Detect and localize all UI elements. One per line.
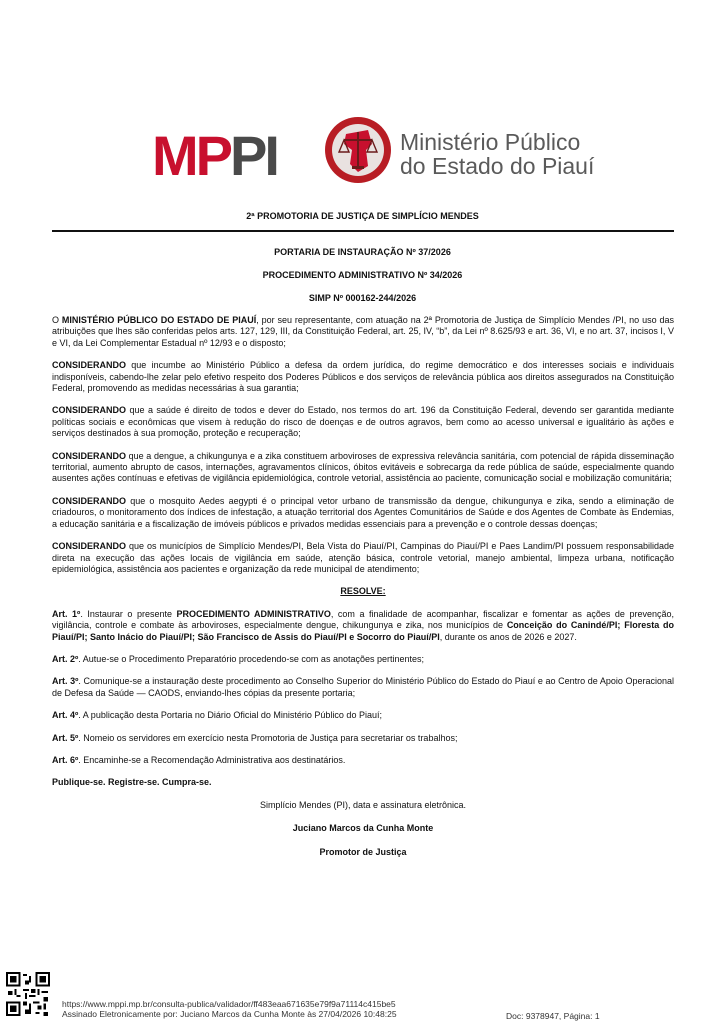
scales-of-justice-icon (322, 110, 394, 190)
logo-wordmark: MPPI (152, 124, 277, 187)
publique-line: Publique-se. Registre-se. Cumpra-se. (52, 777, 212, 788)
article-5: Art. 5º. Nomeio os servidores em exercício nesta Promotoria de Justiça para secretariar os trabalhos; (52, 732, 458, 743)
considerando-2: CONSIDERANDO que a saúde é direito de todos e dever do Estado, nos termos do art. 196 da Constituição Federal, devendo ser garantida mediante políticas sociais e econômicas que visem à redução do risco de doenças e de outros agravos, bem como ao acesso universal e igualitário às ações e serviços destinados à sua promoção, proteção e recuperação; (52, 405, 674, 439)
signer-role: Promotor de Justiça (319, 846, 407, 857)
procedimento-title: PROCEDIMENTO ADMINISTRATIVO Nº 34/2026 (262, 270, 463, 280)
header-divider (52, 230, 674, 232)
simp-number: SIMP Nº 000162-244/2026 (308, 293, 417, 303)
considerando-3: CONSIDERANDO que a dengue, a chikungunya e a zika constituem arboviroses de expressiva relevância sanitária, com potencial de rápida disseminação territorial, aumento abrupto de casos, internações, agravamentos clínicos, óbitos evitáveis e sobrecarga da rede pública de saúde, especialmente quando ausentes ações contínuas e efetivas de vigilância epidemiológica, controle vetorial, assistência ao paciente, comunicação social e mobilização comunitária; (52, 450, 674, 484)
signature-note: Assinado Eletronicamente por: Juciano Marcos da Cunha Monte às 27/04/2026 10:48:25 (62, 1009, 397, 1019)
considerando-4: CONSIDERANDO que o mosquito Aedes aegypti é o principal vetor urbano de transmissão da dengue, chikungunya e zika, sendo a eliminação de criadouros, o monitoramento dos índices de infestação, a atuação territorial dos Agentes Comunitários de Saúde e dos Agentes de Combate às Endemias, a educação sanitária e a fiscalização de imóveis públicos e privados medidas essenciais para a prevenção e o controle dessas doenças; (52, 495, 674, 529)
mppi-logo (152, 110, 595, 200)
article-2: Art. 2º. Autue-se o Procedimento Preparatório procedendo-se com as anotações pertinentes; (52, 653, 425, 664)
considerando-5: CONSIDERANDO que os municípios de Simplício Mendes/PI, Bela Vista do Piauí/PI, Campinas do Piauí/PI e Paes Landim/PI possuem responsabilidade direta na execução das ações locais de vigilância em saúde, atenção básica, controle vetorial, manejo ambiental, limpeza urbana, notificação epidemiológica, assistência aos pacientes e organização da rede municipal de atendimento; (52, 541, 674, 574)
validation-info (62, 999, 397, 1019)
considerando-1: CONSIDERANDO que incumbe ao Ministério Público a defesa da ordem jurídica, do regime democrático e dos interesses sociais e individuais indisponíveis, cabendo-lhe zelar pelo efetivo respeito dos Poderes Públicos e dos serviços de relevância pública aos direitos assegurados na Constituição Federal, promovendo as medidas necessárias à sua garantia; (52, 360, 674, 394)
portaria-title: PORTARIA DE INSTAURAÇÃO Nº 37/2026 (274, 247, 451, 257)
promotoria-heading: 2ª PROMOTORIA DE JUSTIÇA DE SIMPLÍCIO MENDES (246, 211, 479, 221)
resolve-heading: RESOLVE: (340, 586, 386, 597)
document-body (52, 315, 674, 869)
validation-url[interactable]: https://www.mppi.mp.br/consulta-publica/validador/ff483eaa671635e79f9a71114c415be5 (62, 999, 396, 1009)
intro-paragraph: O MINISTÉRIO PÚBLICO DO ESTADO DE PIAUÍ, por seu representante, com atuação na 2ª Promotoria de Justiça de Simplício Mendes /PI, no uso das atribuições que lhes são conferidas pelos arts. 127, 129, III, da Constituição Federal, art. 25, IV, “b”, da Lei nº 8.625/93 e art. 36, VI, e no art. 37, incisos I, V e VI, da Lei Complementar Estadual nº 12/93 e o disposto; (52, 315, 674, 348)
signer-name: Juciano Marcos da Cunha Monte (292, 823, 434, 834)
article-3: Art. 3º. Comunique-se a instauração deste procedimento ao Conselho Superior do Ministério Público do Estado do Piauí e ao Centro de Apoio Operacional de Defesa da Saúde — CAODS, enviando-lhes cópias da presente portaria; (52, 676, 674, 698)
doc-page-number: Doc: 9378947, Página: 1 (506, 1011, 600, 1021)
article-6: Art. 6º. Encaminhe-se a Recomendação Administrativa aos destinatários. (52, 754, 346, 765)
logo-text: Ministério Público do Estado do Piauí (400, 129, 595, 179)
qr-code-icon (6, 972, 50, 1016)
place-date: Simplício Mendes (PI), data e assinatura eletrônica. (259, 799, 467, 810)
article-1: Art. 1º. Instaurar o presente PROCEDIMENTO ADMINISTRATIVO, com a finalidade de acompanhar, fiscalizar e fomentar as ações de prevenção, vigilância, controle e combate às arboviroses, especialmente dengue, chikungunya e zika, nos municípios de Conceição do Canindé/PI; Floresta do Piauí/PI; Santo Inácio do Piauí/PI; São Francisco de Assis do Piauí/PI e Socorro do Piauí/PI, durante os anos de 2026 e 2027. (52, 608, 674, 642)
article-4: Art. 4º. A publicação desta Portaria no Diário Oficial do Ministério Público do Piauí; (52, 710, 382, 721)
